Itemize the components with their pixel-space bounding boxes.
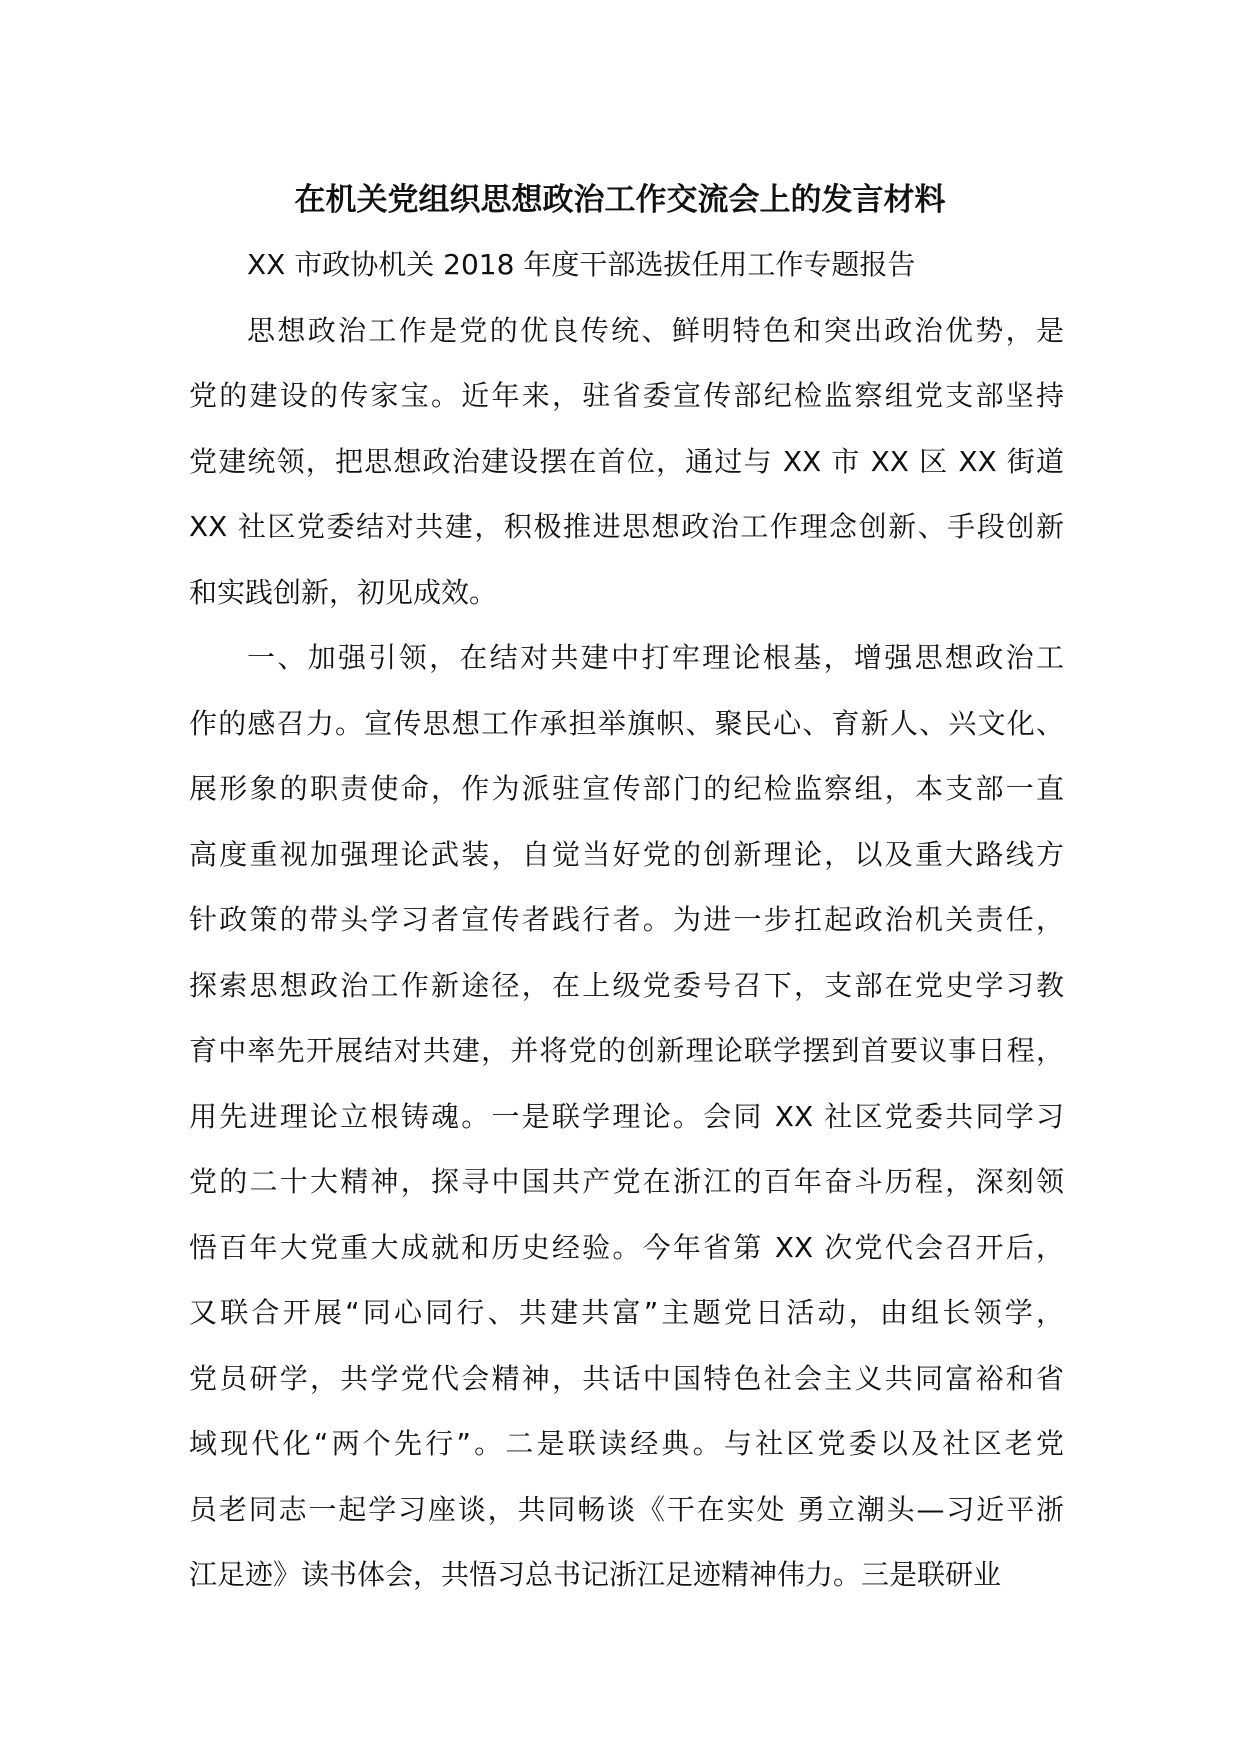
text-line: 探索思想政治工作新途径，在上级党委号召下，支部在党史学习教 [189,968,1064,1002]
text-line: 党的二十大精神，探寻中国共产党在浙江的百年奋斗历程，深刻领 [189,1165,1064,1198]
text-line: 域现代化“两个先行”。二是联读经典。与社区党委以及社区老党 [189,1427,1064,1460]
paragraph [189,298,1064,626]
text-line: 一、加强引领，在结对共建中打牢理论根基，增强思想政治工 [247,641,1064,674]
text-line: 育中率先开展结对共建，并将党的创新理论联学摆到首要议事日程， [189,1034,1064,1067]
paragraph [189,625,1064,1608]
text-line: 高度重视加强理论武装，自觉当好党的创新理论，以及重大路线方 [189,837,1064,871]
document-subtitle: XX 市政协机关 2018 年度干部选拔任用工作专题报告 [247,248,916,281]
text-line: 作的感召力。宣传思想工作承担举旗帜、聚民心、育新人、兴文化、 [189,706,1064,740]
text-line: 江足迹》读书体会，共悟习总书记浙江足迹精神伟力。三是联研业 [189,1558,1002,1591]
text-line: 用先进理论立根铸魂。一是联学理论。会同 XX 社区党委共同学习 [189,1099,1064,1133]
text-line: 展形象的职责使命，作为派驻宣传部门的纪检监察组，本支部一直 [189,772,1064,805]
document-body [189,232,1064,1608]
document-title: 在机关党组织思想政治工作交流会上的发言材料 [294,182,946,218]
text-line: 思想政治工作是党的优良传统、鲜明特色和突出政治优势，是 [247,313,1064,347]
text-line: 党的建设的传家宝。近年来，驻省委宣传部纪检监察组党支部坚持 [189,379,1064,412]
text-line: 针政策的带头学习者宣传者践行者。为进一步扛起政治机关责任， [189,903,1064,936]
text-line: 员老同志一起学习座谈，共同畅谈《干在实处 勇立潮头—习近平浙 [189,1492,1064,1526]
text-line: 和实践创新，初见成效。 [189,575,498,609]
text-line: 悟百年大党重大成就和历史经验。今年省第 XX 次党代会召开后， [189,1230,1064,1264]
text-line: XX 社区党委结对共建，积极推进思想政治工作理念创新、手段创新 [189,510,1064,543]
text-line: 党员研学，共学党代会精神，共话中国特色社会主义共同富裕和省 [189,1361,1064,1395]
text-line: 党建统领，把思想政治建设摆在首位，通过与 XX 市 XX 区 XX 街道 [189,444,1064,478]
text-line: 又联合开展“同心同行、共建共富”主题党日活动，由组长领学， [189,1296,1064,1329]
